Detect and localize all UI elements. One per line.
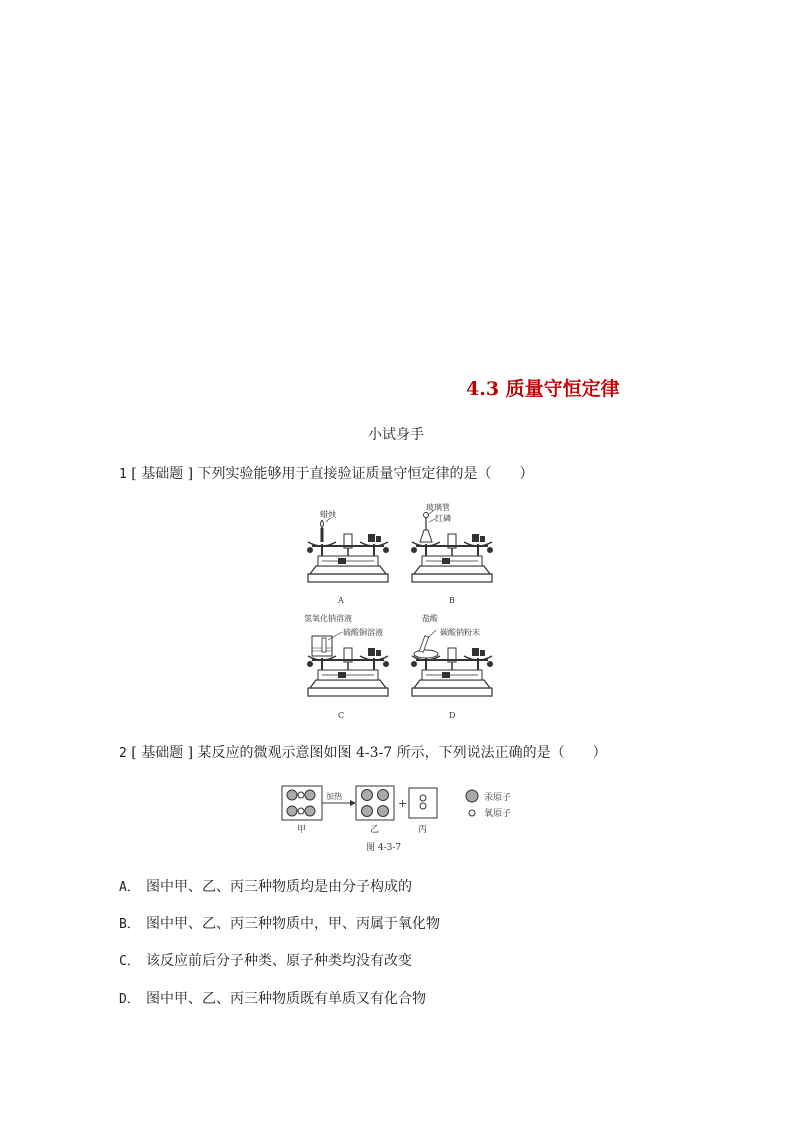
section-heading: 小试身手 bbox=[368, 427, 424, 443]
label-b-tube: 玻璃管 bbox=[426, 503, 450, 512]
label-d-hcl: 盐酸 bbox=[422, 614, 438, 623]
caption-d: D bbox=[449, 711, 456, 720]
legend-oxygen: 氧原子 bbox=[484, 809, 512, 819]
question-2-text: [ 基础题 ] 某反应的微观示意图如图 4-3-7 所示，下列说法正确的是（ ） bbox=[131, 745, 607, 761]
question-1-number: 1 bbox=[119, 467, 127, 482]
reaction-diagram bbox=[278, 780, 528, 860]
reaction-condition: 加热 bbox=[326, 792, 342, 801]
option-c-text: 该反应前后分子种类、原子种类均没有改变 bbox=[146, 953, 412, 969]
label-d-na2co3: 碳酸钠粉末 bbox=[440, 628, 480, 637]
option-a-letter: A． bbox=[119, 880, 140, 895]
legend-mercury: 汞原子 bbox=[484, 793, 512, 803]
caption-b: B bbox=[449, 596, 455, 605]
label-a-candle: 蜡烛 bbox=[320, 510, 336, 519]
label-jia: 甲 bbox=[297, 825, 307, 835]
balance-experiments-figure bbox=[290, 500, 510, 725]
question-1-text: [ 基础题 ] 下列实验能够用于直接验证质量守恒定律的是（ ） bbox=[131, 466, 534, 482]
option-d bbox=[119, 988, 426, 1008]
option-c bbox=[119, 950, 412, 970]
option-b bbox=[119, 913, 440, 933]
question-2-number: 2 bbox=[119, 746, 127, 761]
label-bing: 丙 bbox=[418, 825, 428, 835]
option-b-letter: B． bbox=[119, 917, 140, 932]
figure-caption: 图 4-3-7 bbox=[366, 843, 402, 853]
label-yi: 乙 bbox=[370, 825, 380, 835]
option-b-text: 图中甲、乙、丙三种物质中，甲、丙属于氧化物 bbox=[146, 916, 440, 932]
label-c-naoh: 氢氧化钠溶液 bbox=[304, 614, 352, 623]
label-c-cuso4: 硫酸铜溶液 bbox=[343, 628, 383, 637]
caption-c: C bbox=[338, 711, 345, 720]
option-c-letter: C． bbox=[119, 954, 140, 969]
label-b-phosphorus: 红磷 bbox=[435, 514, 451, 523]
option-d-text: 图中甲、乙、丙三种物质既有单质又有化合物 bbox=[146, 991, 426, 1007]
plus-sign: + bbox=[398, 797, 408, 810]
question-2 bbox=[119, 742, 607, 762]
option-a bbox=[119, 876, 412, 896]
question-1 bbox=[119, 463, 534, 483]
option-d-letter: D． bbox=[119, 992, 140, 1007]
option-a-text: 图中甲、乙、丙三种物质均是由分子构成的 bbox=[146, 879, 412, 895]
page-title: 4.3 质量守恒定律 bbox=[466, 378, 620, 400]
caption-a: A bbox=[338, 596, 344, 605]
